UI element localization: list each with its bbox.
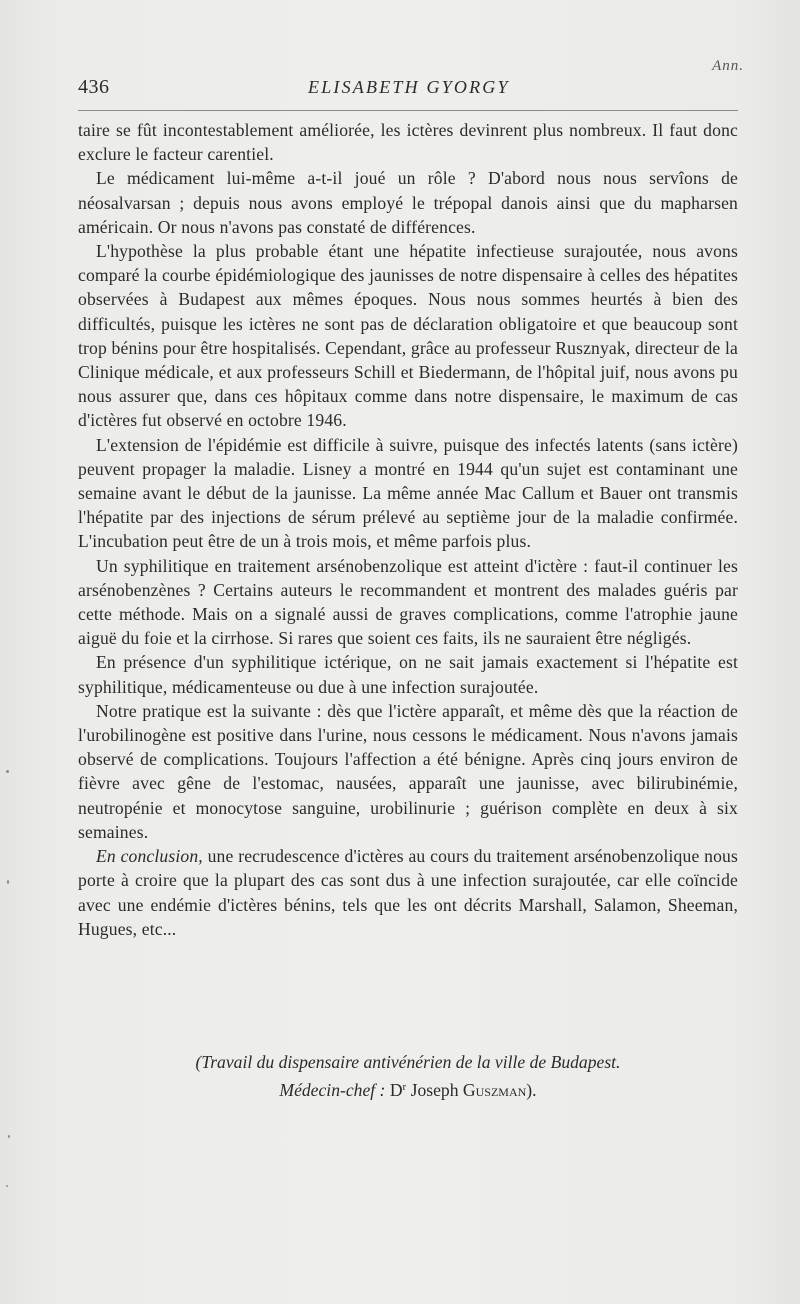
conclusion-text: une recrudescence d'ictères au cours du traitement arsénobenzolique nous porte à croire que la plupart des cas sont dus à une infection surajoutée, car elle coïncide avec une endémie d'ictères bénins, tels que les ont décrits Marshall, Salamon, Sheeman, Hugues, etc...	[78, 846, 738, 939]
scan-speck	[6, 770, 9, 773]
author-header: ELISABETH GYORGY	[308, 77, 510, 97]
running-head	[78, 58, 744, 102]
paragraph-conclusion	[78, 844, 738, 941]
paragraph-treatment: Un syphilitique en traitement arsénobenzolique est atteint d'ictère : faut-il continuer les arsénobenzènes ? Certains auteurs le recommandent et montrent des malades guéris par cette méthode. Mais on a signalé aussi de graves complications, comme l'atrophie jaune aiguë du foie et la cirrhose. Si rares que soient ces faits, ils ne sauraient être négligés.	[78, 555, 738, 649]
doctor-firstname: Joseph	[406, 1080, 463, 1100]
doctor-surname: Guszman	[462, 1080, 527, 1100]
paragraph-hypothesis: L'hypothèse la plus probable étant une hépatite infectieuse surajoutée, nous avons comparé la courbe épidémiologique des jaunisses de notre dispensaire à celles des hépatites observées à Budapest aux mêmes époques. Nous nous sommes heurtés à bien des difficultés, puisque les ictères ne sont pas de déclaration obligatoire et que beaucoup sont trop bénins pour être hospitalisés. Cependant, grâce au professeur Rusznyak, directeur de la Clinique médicale, et aux professeurs Schill et Biedermann, de l'hôpital juif, nous avons pu nous assurer que, dans ces hôpitaux comme dans notre dispensaire, le maximum de cas d'ictères fut observé en octobre 1946.	[78, 241, 738, 431]
paragraph-practice: Notre pratique est la suivante : dès que l'ictère apparaît, et même dès que la réaction de l'urobilinogène est positive dans l'urine, nous cessons le médicament. Nous n'avons jamais observé de complications. Toujours l'affection a été bénigne. Après cinq jours environ de fièvre avec gêne de l'estomac, nausées, apparaît une jaunisse, avec bilirubinémie, neutropénie et monocytose sanguine, urobilinurie ; guérison complète en deux à six semaines.	[78, 700, 738, 842]
paragraph-presence: En présence d'un syphilitique ictérique, on ne sait jamais exactement si l'hépatite est syphilitique, médicamenteuse ou due à une infection surajoutée.	[78, 652, 738, 697]
affiliation-note	[78, 1050, 738, 1103]
paragraph-extension: L'extension de l'épidémie est difficile à suivre, puisque des infectés latents (sans ictère) peuvent propager la maladie. Lisney a montré en 1944 qu'un sujet est contaminant une semaine avant le début de la jaunisse. La même année Mac Callum et Bauer ont transmis l'hépatite par des injections de sérum prélevé au septième jour de la maladie confirmée. L'incubation peut être de un à trois mois, et même parfois plus.	[78, 434, 738, 552]
paragraph-medicament: Le médicament lui-même a-t-il joué un rôle ? D'abord nous nous servîons de néosalvarsan ; depuis nous avons employé le trépopal danois ainsi que du mapharsen américain. Or nous n'avons pas constaté de différences.	[78, 168, 738, 237]
scan-speck	[7, 880, 9, 884]
scan-speck	[6, 1185, 8, 1187]
article-body	[78, 118, 738, 941]
doctor-abbrev: D	[389, 1080, 403, 1100]
scan-speck	[8, 1135, 10, 1138]
page-number: 436	[78, 76, 110, 98]
journal-abbreviation: Ann.	[712, 58, 744, 74]
chief-line	[78, 1075, 738, 1103]
header-rule	[78, 110, 738, 111]
chief-label: Médecin-chef :	[279, 1080, 390, 1100]
doctor-sup: r	[402, 1081, 407, 1093]
affiliation-line: (Travail du dispensaire antivénérien de la ville de Budapest.	[195, 1052, 621, 1072]
paragraph-continued: taire se fût incontestablement améliorée, les ictères devinrent plus nombreux. Il faut donc exclure le facteur carentiel.	[78, 120, 738, 165]
conclusion-lead: En conclusion,	[96, 846, 203, 867]
closing-paren: ).	[526, 1080, 537, 1100]
